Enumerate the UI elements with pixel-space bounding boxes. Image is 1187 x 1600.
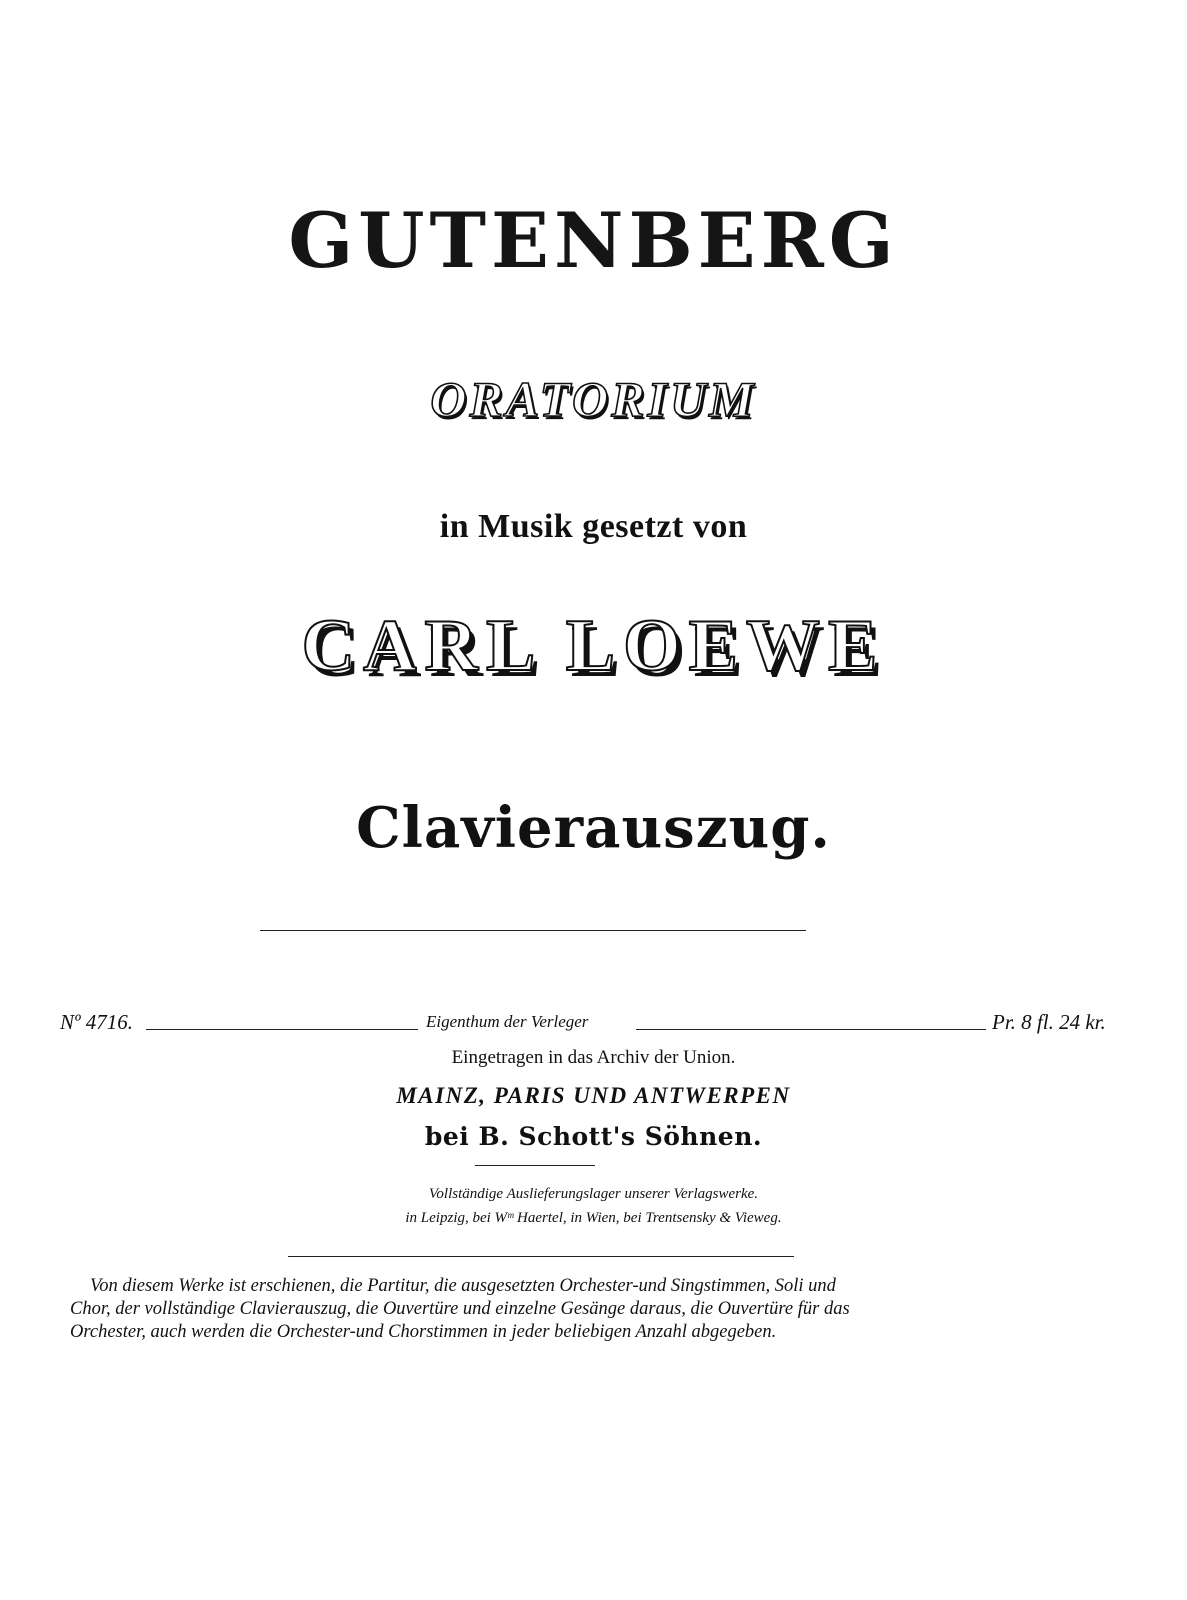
divider-lower (288, 1256, 794, 1257)
publisher-cities: MAINZ, PARIS UND ANTWERPEN (396, 1083, 791, 1108)
edition-label: Clavierauszug. (356, 795, 831, 861)
notice-line: Orchester, auch werden die Orchester-und Chorstimmen in jeder beliebigen Anzahl abgegeben. (70, 1322, 777, 1342)
work-genre: ORATORIUM (430, 371, 757, 427)
composer-name: CARL LOEWE (301, 605, 886, 687)
notice-line: Chor, der vollständige Clavierauszug, die Ouvertüre und einzelne Gesänge daraus, die Ouvertüre für das (70, 1299, 850, 1319)
ledger-rule-left (146, 1029, 418, 1030)
divider-middle (475, 1165, 595, 1166)
depot-line: in Leipzig, bei Wᵐ Haertel, in Wien, bei Trentsensky & Vieweg. (405, 1210, 782, 1226)
ledger-line (0, 1010, 1187, 1040)
divider-upper (260, 930, 806, 931)
plate-number: Nº 4716. (60, 1010, 134, 1034)
ledger-rule-right (636, 1029, 986, 1030)
composed-by-line: in Musik gesetzt von (439, 508, 748, 545)
notice-line: Von diesem Werke ist erschienen, die Partitur, die ausgesetzten Orchester-und Singstimmen, Soli und (90, 1276, 836, 1296)
ownership-note: Eigenthum der Verleger (426, 1012, 589, 1031)
depot-line: Vollständige Auslieferungslager unserer Verlagswerke. (428, 1186, 759, 1202)
price-note: Pr. 8 fl. 24 kr. (992, 1010, 1106, 1034)
registration-note: Eingetragen in das Archiv der Union. (451, 1047, 736, 1068)
publication-notice (70, 1275, 1030, 1344)
publisher-name: bei B. Schott's Söhnen. (424, 1122, 763, 1151)
work-title: GUTENBERG (288, 196, 899, 285)
